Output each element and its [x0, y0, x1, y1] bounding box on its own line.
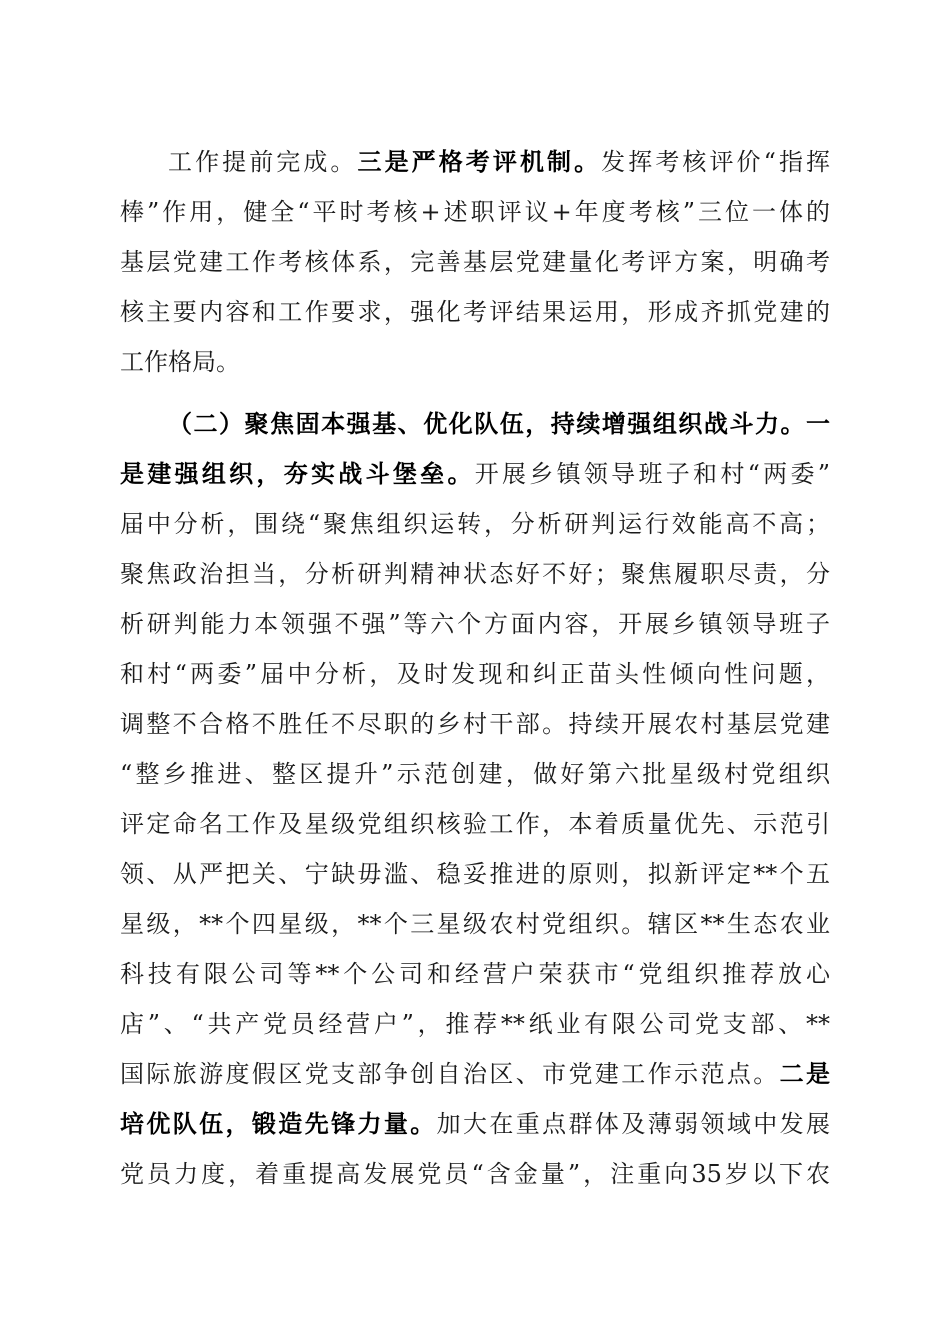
- paragraph2-line14: [120, 1054, 830, 1094]
- emphasis-heading: 培优队伍，锻造先锋力量。: [120, 1110, 437, 1138]
- text-run: 加大在重点群体及薄弱领域中发展: [436, 1110, 830, 1138]
- text-run: 发挥考核评价“指挥: [601, 148, 830, 176]
- paragraph2-line13: 店”、“共产党员经营户”，推荐**纸业有限公司党支部、**: [120, 1010, 830, 1038]
- emphasis-heading: 是建强组织，夯实战斗堡垒。: [120, 460, 475, 488]
- paragraph2-line8: “整乡推进、整区提升”示范创建，做好第六批星级村党组织: [120, 760, 830, 788]
- paragraph2-line5: 析研判能力本领强不强”等六个方面内容，开展乡镇领导班子: [120, 610, 830, 638]
- paragraph2-line10: 领、从严把关、宁缺毋滥、稳妥推进的原则，拟新评定**个五: [120, 860, 830, 888]
- paragraph2-line12: 科技有限公司等**个公司和经营户荣获市“党组织推荐放心: [120, 960, 830, 988]
- paragraph1-line1: [168, 142, 830, 182]
- paragraph2-line6: 和村“两委”届中分析，及时发现和纠正苗头性倾向性问题，: [120, 660, 830, 688]
- paragraph1-line5: 工作格局。: [120, 348, 240, 376]
- paragraph1-line3: 基层党建工作考核体系，完善基层党建量化考评方案，明确考: [120, 248, 830, 276]
- paragraph2-line15: [120, 1104, 830, 1144]
- text-run: 工作提前完成。: [168, 148, 358, 176]
- paragraph2-line16: 党员力度，着重提高发展党员“含金量”，注重向35岁以下农: [120, 1160, 830, 1188]
- paragraph1-line4: 核主要内容和工作要求，强化考评结果运用，形成齐抓党建的: [120, 298, 830, 326]
- text-run: 开展乡镇领导班子和村“两委”: [474, 460, 830, 488]
- paragraph2-line11: 星级，**个四星级，**个三星级农村党组织。辖区**生态农业: [120, 910, 830, 938]
- text-run: 国际旅游度假区党支部争创自治区、市党建工作示范点。: [120, 1060, 780, 1088]
- emphasis-heading: 三是严格考评机制。: [357, 148, 602, 176]
- paragraph2-line3: 届中分析，围绕“聚焦组织运转，分析研判运行效能高不高；: [120, 510, 830, 538]
- paragraph1-line2: 棒”作用，健全“平时考核+述职评议+年度考核”三位一体的: [120, 198, 830, 226]
- paragraph2-line4: 聚焦政治担当，分析研判精神状态好不好；聚焦履职尽责，分: [120, 560, 830, 588]
- emphasis-heading: 二是: [779, 1060, 830, 1088]
- paragraph2-line7: 调整不合格不胜任不尽职的乡村干部。持续开展农村基层党建: [120, 710, 830, 738]
- section-heading: （二）聚焦固本强基、优化队伍，持续增强组织战斗力。一: [168, 410, 830, 438]
- paragraph2-line9: 评定命名工作及星级党组织核验工作，本着质量优先、示范引: [120, 810, 830, 838]
- paragraph2-line2: [120, 454, 830, 494]
